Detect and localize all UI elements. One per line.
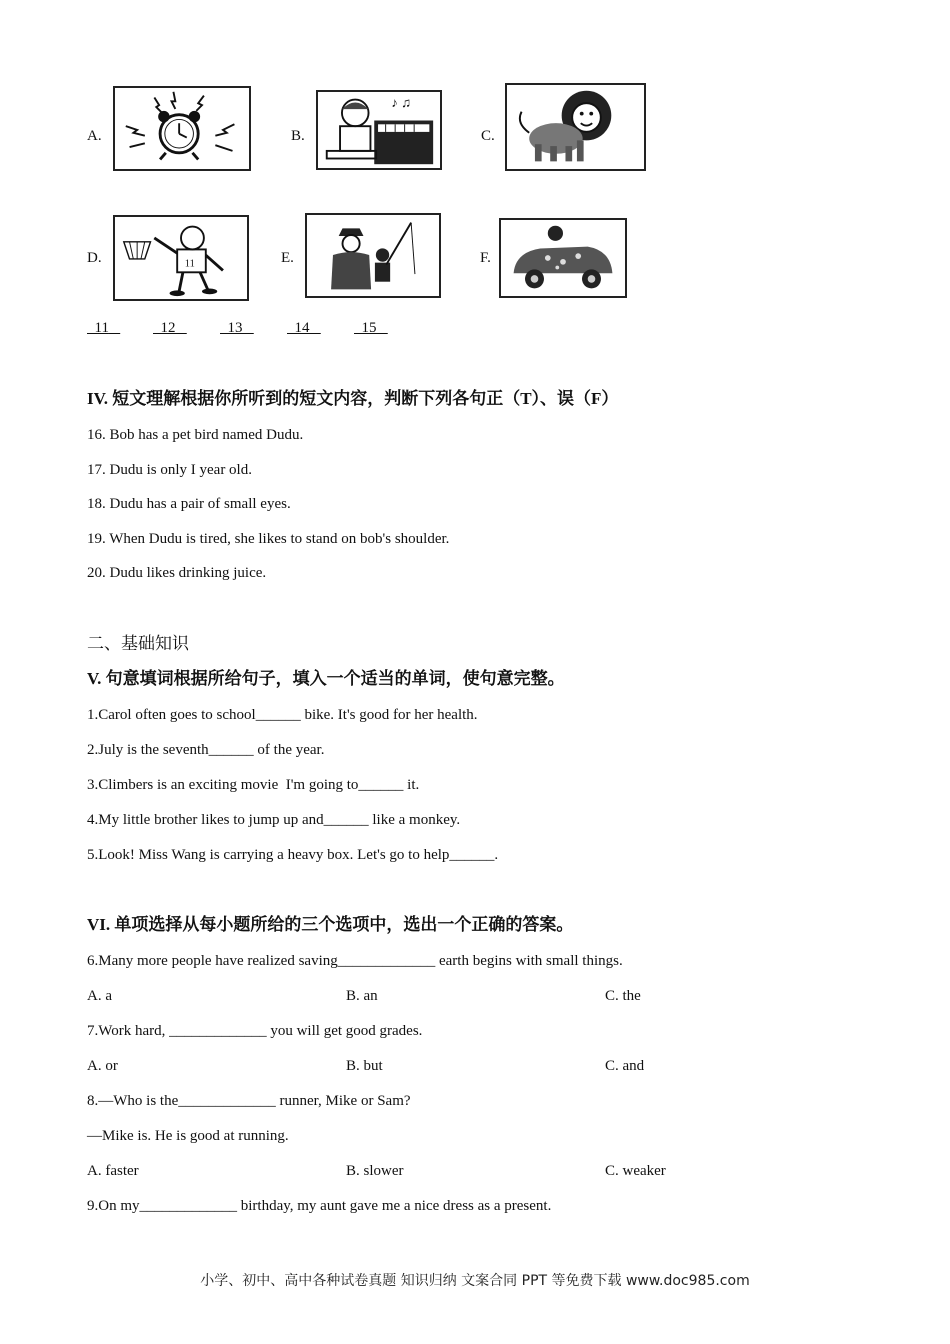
svg-text:♪ ♫: ♪ ♫ (391, 95, 412, 111)
picture-label-c: C. (481, 128, 495, 144)
fishing-icon (305, 213, 441, 298)
option-c[interactable]: C. and (605, 1058, 645, 1074)
picture-label-b: B. (291, 128, 305, 144)
answer-blank[interactable]: 14 (294, 320, 310, 336)
question-stem: 7.Work hard, _____________ you will get good grades. (87, 1023, 423, 1039)
section-heading: V. 句意填词根据所给句子，填入一个适当的单词，使句意完整。 (87, 669, 565, 688)
picture-label-e: E. (281, 250, 294, 266)
question-stem: 9.On my_____________ birthday, my aunt gave me a nice dress as a present. (87, 1198, 552, 1214)
question-item: 2.July is the seventh______ of the year. (87, 742, 325, 758)
answer-blank[interactable]: 11 (94, 320, 109, 336)
question-item: 20. Dudu likes drinking juice. (87, 565, 267, 581)
piano-player-icon (316, 90, 442, 170)
option-c[interactable]: C. weaker (605, 1163, 666, 1179)
question-stem-answer: —Mike is. He is good at running. (87, 1128, 289, 1144)
car-icon (499, 218, 627, 298)
section-heading: VI. 单项选择从每小题所给的三个选项中，选出一个正确的答案。 (87, 915, 574, 934)
basketball-player-icon (113, 215, 249, 301)
alarm-clock-icon (113, 86, 251, 171)
svg-text:11: 11 (184, 258, 195, 270)
picture-label-f: F. (480, 250, 491, 266)
question-item: 19. When Dudu is tired, she likes to stand on bob's shoulder. (87, 531, 450, 547)
option-b[interactable]: B. an (346, 988, 378, 1004)
page-footer: 小学、初中、高中各种试卷真题 知识归纳 文案合同 PPT 等免费下载 www.doc985.com (200, 1273, 750, 1289)
answer-blank[interactable]: 15 (361, 320, 377, 336)
question-item: 18. Dudu has a pair of small eyes. (87, 496, 291, 512)
question-item: 1.Carol often goes to school______ bike. It's good for her health. (87, 707, 478, 723)
picture-label-a: A. (87, 128, 102, 144)
option-c[interactable]: C. the (605, 988, 641, 1004)
part-heading: 二、基础知识 (87, 634, 189, 653)
answer-blank[interactable]: 13 (227, 320, 243, 336)
question-item: 16. Bob has a pet bird named Dudu. (87, 427, 304, 443)
lion-icon (505, 83, 646, 171)
question-item: 5.Look! Miss Wang is carrying a heavy box. Let's go to help______. (87, 847, 499, 863)
question-stem: 8.—Who is the_____________ runner, Mike or Sam? (87, 1093, 411, 1109)
picture-label-d: D. (87, 250, 102, 266)
section-heading: IV. 短文理解根据你所听到的短文内容，判断下列各句正（T）、误（F） (87, 389, 619, 408)
question-item: 4.My little brother likes to jump up and______ like a monkey. (87, 812, 461, 828)
answer-blank[interactable]: 12 (160, 320, 176, 336)
option-a[interactable]: A. or (87, 1058, 118, 1074)
question-item: 3.Climbers is an exciting movie I'm going to______ it. (87, 777, 420, 793)
option-b[interactable]: B. slower (346, 1163, 404, 1179)
option-a[interactable]: A. a (87, 988, 112, 1004)
option-a[interactable]: A. faster (87, 1163, 139, 1179)
question-item: 17. Dudu is only I year old. (87, 462, 252, 478)
option-b[interactable]: B. but (346, 1058, 383, 1074)
question-stem: 6.Many more people have realized saving_____________ earth begins with small things. (87, 953, 623, 969)
